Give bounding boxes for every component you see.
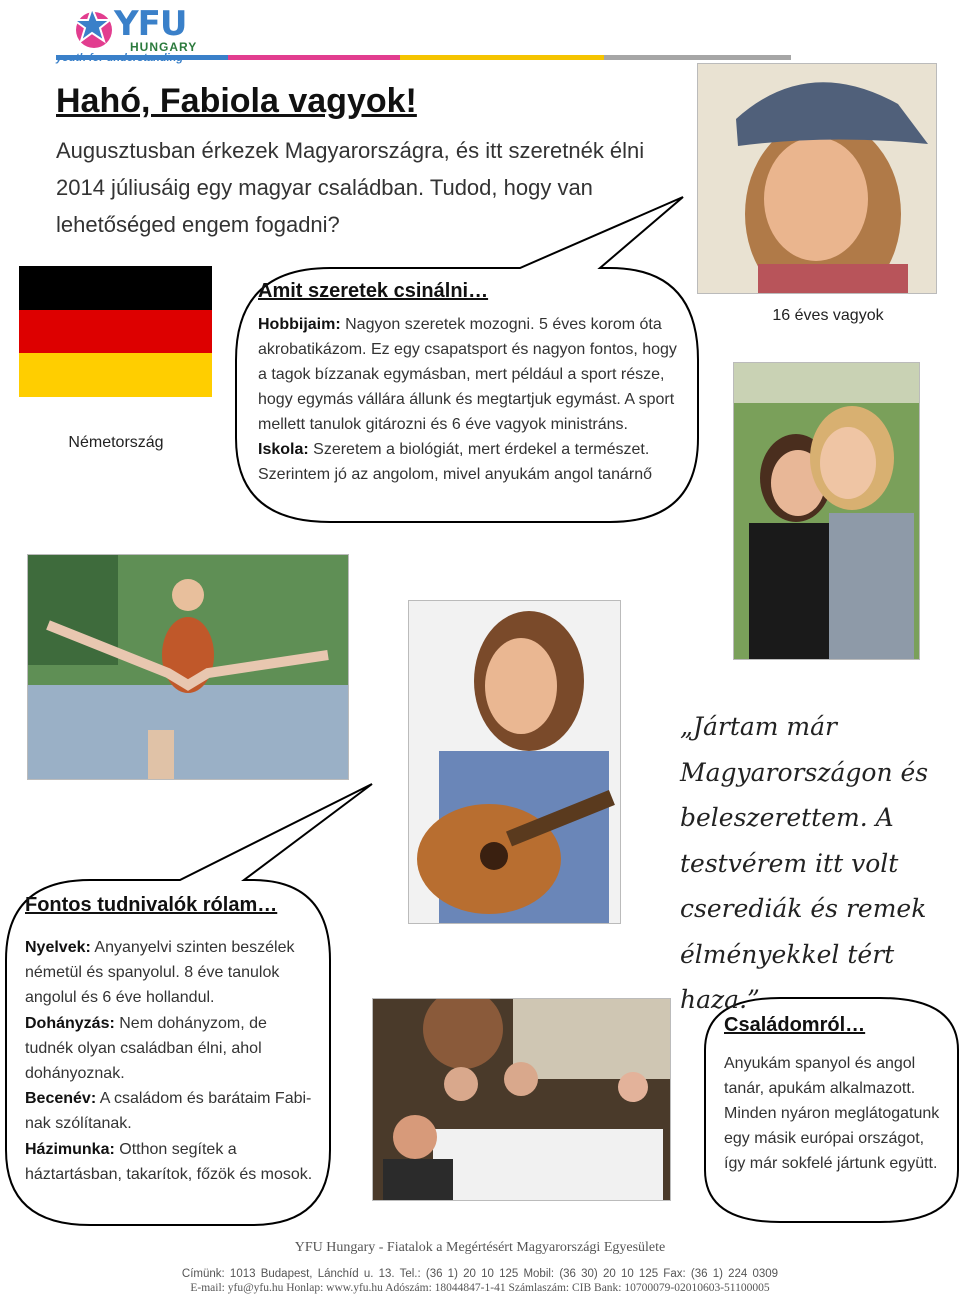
facts-section (25, 894, 315, 1187)
chores-label: Házimunka: (25, 1140, 115, 1158)
languages-text: Anyanyelvi szinten beszélek németül és spanyolul. 8 éve tanulok angolul és 6 éve hollandul. (25, 939, 295, 1007)
logo-country: HUNGARY (130, 40, 198, 54)
country-label: Németország (68, 434, 164, 451)
footer-org: YFU Hungary - Fiatalok a Megértésért Magyarországi Egyesülete (294, 1240, 666, 1255)
chores-text: Otthon segítek a háztartásban, takarítok, főzök és mosok. (25, 1140, 313, 1183)
smoking-text: Nem dohányzom, de tudnék olyan családban élni, ahol dohányoznak. (25, 1014, 267, 1083)
school-text: Szeretem a biológiát, mert érdekel a természet. Szerintem jó az angolom, mivel anyukám angol tanárnő (258, 441, 652, 483)
likes-body (258, 312, 688, 487)
footer-contacts: E-mail: yfu@yfu.hu Honlap: www.yfu.hu Adószám: 18044847-1-41 Számlaszám: CIB Bank: 10700079-02010603-51100005 (190, 1282, 770, 1294)
family-section (724, 1014, 944, 1176)
smoking-label: Dohányzás: (25, 1014, 115, 1032)
footer-address: Címünk: 1013 Budapest, Lánchíd u. 13. Tel.: (36 1) 20 10 125 Mobil: (36 30) 20 10 125 Fax: (36 1) 224 0309 (181, 1268, 779, 1280)
facts-heading: Fontos tudnivalók rólam… (25, 894, 278, 916)
portrait-hat-photo (697, 63, 937, 294)
family-heading: Családomról… (724, 1014, 866, 1036)
languages-label: Nyelvek: (25, 939, 91, 956)
age-label: 16 éves vagyok (772, 307, 884, 324)
school-label: Iskola: (258, 441, 309, 458)
facts-body (25, 935, 315, 1187)
two-girls-photo (733, 362, 920, 660)
likes-heading: Amit szeretek csinálni… (258, 280, 489, 302)
family-text: Anyukám spanyol és angol tanár, apukám alkalmazott. Minden nyáron meglátogatunk egy másik európai országot, így már sokfelé jártunk együtt. (724, 1055, 940, 1172)
page-title: Hahó, Fabiola vagyok! (56, 82, 417, 120)
nickname-label: Becenév: (25, 1090, 97, 1108)
family-dinner-photo (372, 998, 671, 1201)
acrobatics-photo (27, 554, 349, 780)
nickname-text: A családom és barátaim Fabi-nak szólítanak. (25, 1090, 312, 1133)
logo-brand: YFU (114, 4, 187, 44)
guitar-photo (408, 600, 621, 924)
hobbies-text: Nagyon szeretek mozogni. 5 éves korom óta akrobatikázom. Ez egy csapatsport és nagyon fontos, hogy a tagok bízzanak egymásban, mert például a sport része, hogy egymás vállára állunk és megtartjuk egymást. A sport mellett tanulok gitározni és 6 éve vagyok ministráns. (258, 316, 677, 433)
intro-text: Augusztusban érkezek Magyarországra, és itt szeretnék élni 2014 júliusáig egy magyar családban. Tudod, hogy van lehetőséged engem fogadni? (56, 138, 645, 237)
likes-section (258, 280, 688, 487)
hobbies-label: Hobbijaim: (258, 316, 341, 333)
quote-text: „Jártam már Magyarországon és beleszerettem. A testvérem itt volt cserediák és remek élményekkel tért haza.” (680, 712, 929, 1014)
